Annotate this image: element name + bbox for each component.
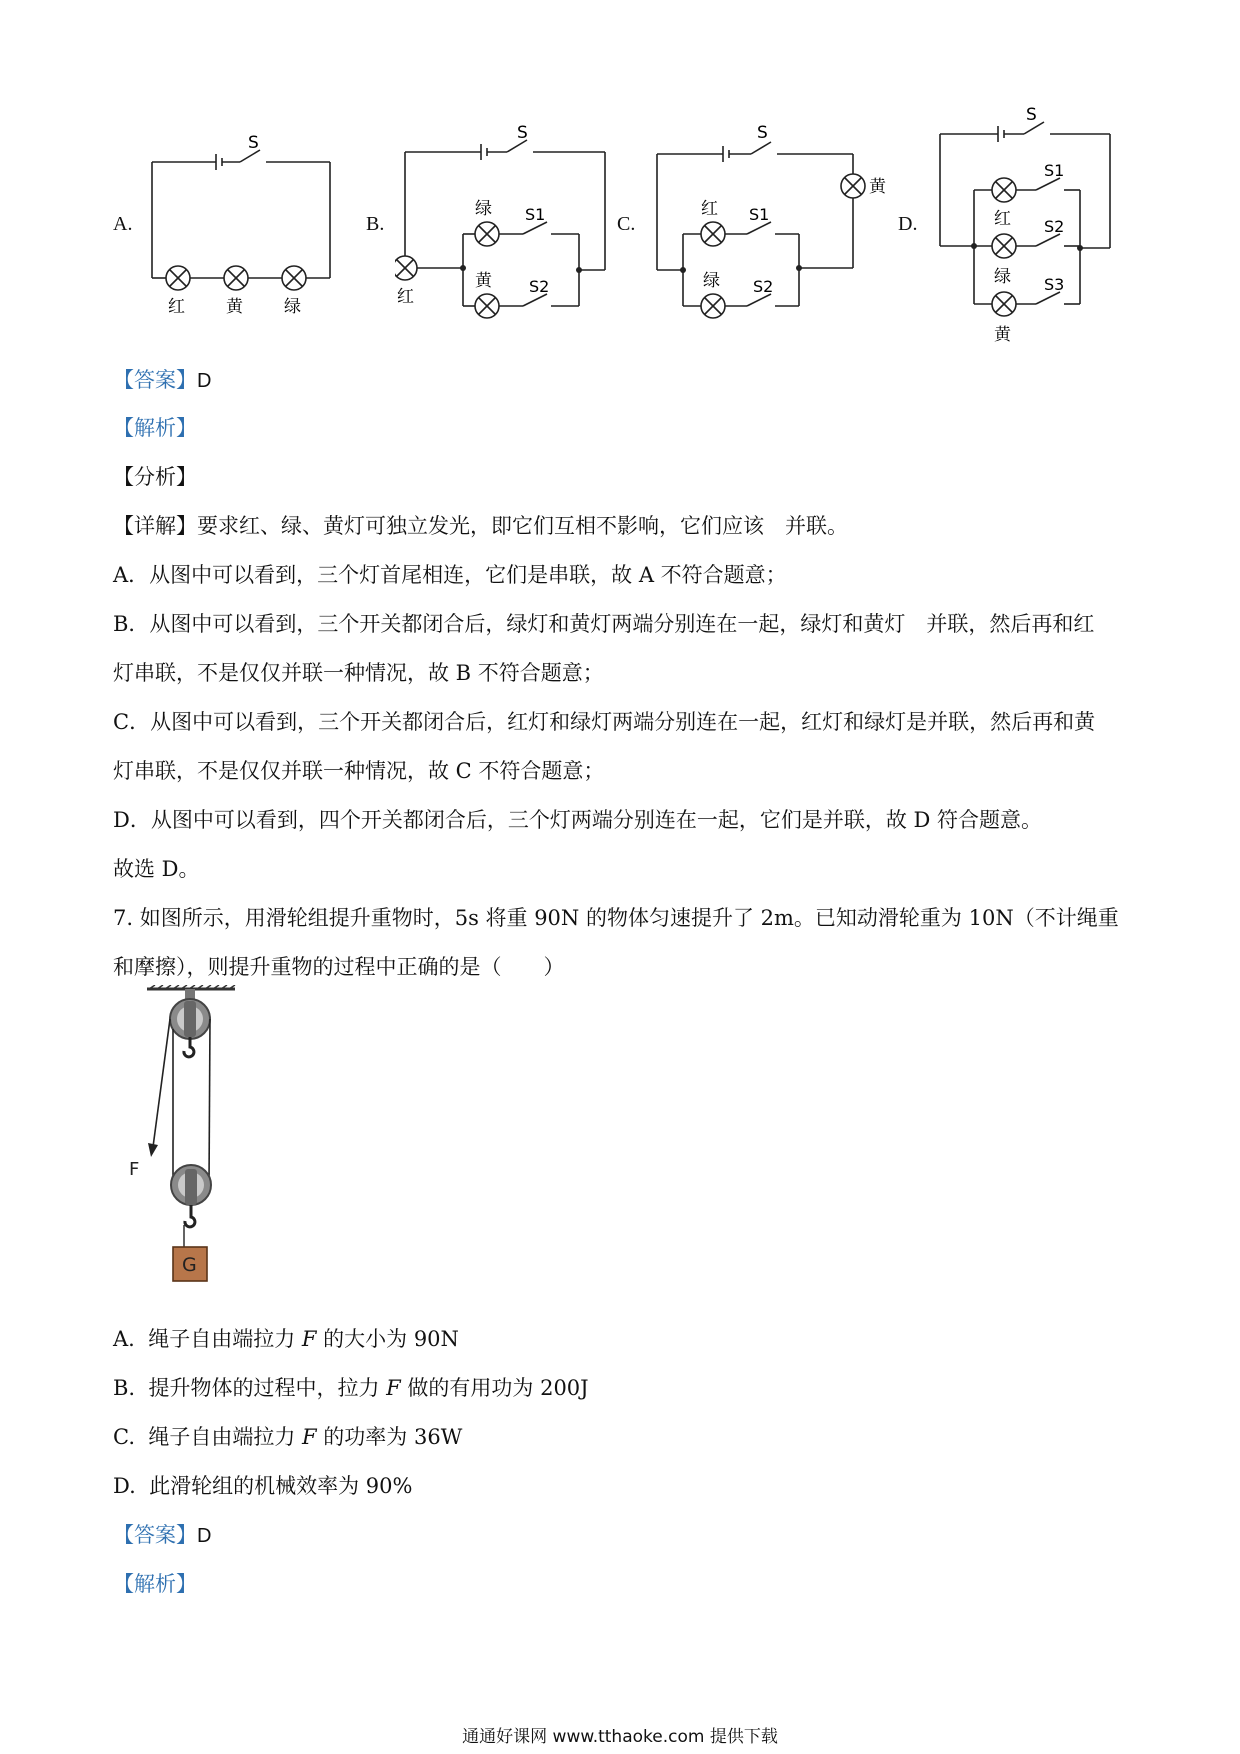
lamp-label: 红 [397,287,414,307]
option-label: B. [113,1376,136,1400]
option-text: 做的有用功为 200J [400,1376,589,1400]
q6-analysis-label [113,414,197,442]
option-text: 此滑轮组的机械效率为 90% [149,1474,413,1498]
page-footer: 通通好课网 www.tthaoke.com 提供下载 [462,1727,778,1747]
option-variable: F [302,1425,317,1449]
option-label: D. [113,1474,136,1498]
q6-explain-b2: 灯串联，不是仅仅并联一种情况，故 B 不符合题意； [113,661,604,685]
q7-stem-line1: 7. 如图所示，用滑轮组提升重物时，5s 将重 90N 的物体匀速提升了 2m。已知动滑轮重为 10N（不计绳重 [113,906,1119,930]
option-d-label: D. [898,213,918,235]
circuit-a [140,128,340,324]
circuit-b [395,122,615,322]
q7-analysis-label [113,1570,197,1598]
option-b-label: B. [366,213,385,235]
q7-option-c [113,1423,462,1451]
option-text: 绳子自由端拉力 [148,1327,302,1351]
q6-conclusion: 故选 D。 [113,857,200,881]
lamp-label: 绿 [703,271,720,291]
q6-fenxi-label: 【分析】 [113,465,197,489]
option-text: 的大小为 90N [316,1327,459,1351]
q7-stem-line2: 和摩擦），则提升重物的过程中正确的是（ ） [113,955,565,979]
weight-label: G [182,1254,197,1276]
answer-value: D [197,1525,212,1547]
lamp-label: 绿 [284,297,301,317]
pulley-figure [125,985,255,1305]
q7-option-d [113,1472,412,1500]
analysis-label: 【解析】 [113,1572,197,1596]
lamp-label: 红 [994,209,1011,229]
q6-answer-line [113,366,211,395]
q6-explain-b1: B．从图中可以看到，三个开关都闭合后，绿灯和黄灯两端分别连在一起，绿灯和黄灯 并联，然后再和红 [113,612,1095,636]
lamp-label: 黄 [869,177,886,197]
option-variable: F [301,1327,317,1351]
option-c-label: C. [617,213,636,235]
switch-s-label: S [248,133,259,153]
q7-option-b [113,1374,589,1402]
option-text: 提升物体的过程中，拉力 [148,1376,387,1400]
q6-explain-a: A．从图中可以看到，三个灯首尾相连，它们是串联，故 A 不符合题意； [113,563,787,587]
option-a-label: A. [113,213,133,235]
switch-label: S3 [1044,275,1065,294]
q6-detail: 【详解】要求红、绿、黄灯可独立发光，即它们互相不影响，它们应该 并联。 [113,514,848,538]
option-text: 绳子自由端拉力 [148,1425,303,1449]
option-variable: F [386,1376,401,1400]
switch-label: S1 [525,205,546,224]
lamp-label: 黄 [475,271,492,291]
circuit-c [645,122,895,322]
q6-explain-c2: 灯串联，不是仅仅并联一种情况，故 C 不符合题意； [113,759,605,783]
answer-value: D [197,370,212,392]
switch-label: S1 [749,205,770,224]
lamp-label: 绿 [475,199,492,219]
answer-label: 【答案】 [113,368,197,392]
lamp-label: 绿 [994,267,1011,287]
q7-option-a [113,1325,459,1353]
switch-s-label: S [517,123,528,143]
option-label: C. [113,1425,135,1449]
analysis-label: 【解析】 [113,416,197,440]
switch-label: S1 [1044,161,1065,180]
q7-answer-line [113,1521,211,1550]
lamp-label: 红 [168,297,185,317]
switch-label: S2 [753,277,774,296]
option-label: A. [113,1327,135,1351]
switch-s-label: S [757,123,768,143]
switch-label: S2 [1044,217,1065,236]
lamp-label: 黄 [226,297,243,317]
switch-s-label: S [1026,105,1037,125]
lamp-label: 红 [701,199,718,219]
option-text: 的功率为 36W [316,1425,463,1449]
circuit-d [930,100,1145,350]
q6-explain-d: D．从图中可以看到，四个开关都闭合后，三个灯两端分别连在一起，它们是并联，故 D 符合题意。 [113,808,1043,832]
answer-label: 【答案】 [113,1523,197,1547]
switch-label: S2 [529,277,550,296]
lamp-label: 黄 [994,325,1011,345]
force-label: F [129,1159,140,1180]
q6-explain-c1: C．从图中可以看到，三个开关都闭合后，红灯和绿灯两端分别连在一起，红灯和绿灯是并联，然后再和黄 [113,710,1096,734]
